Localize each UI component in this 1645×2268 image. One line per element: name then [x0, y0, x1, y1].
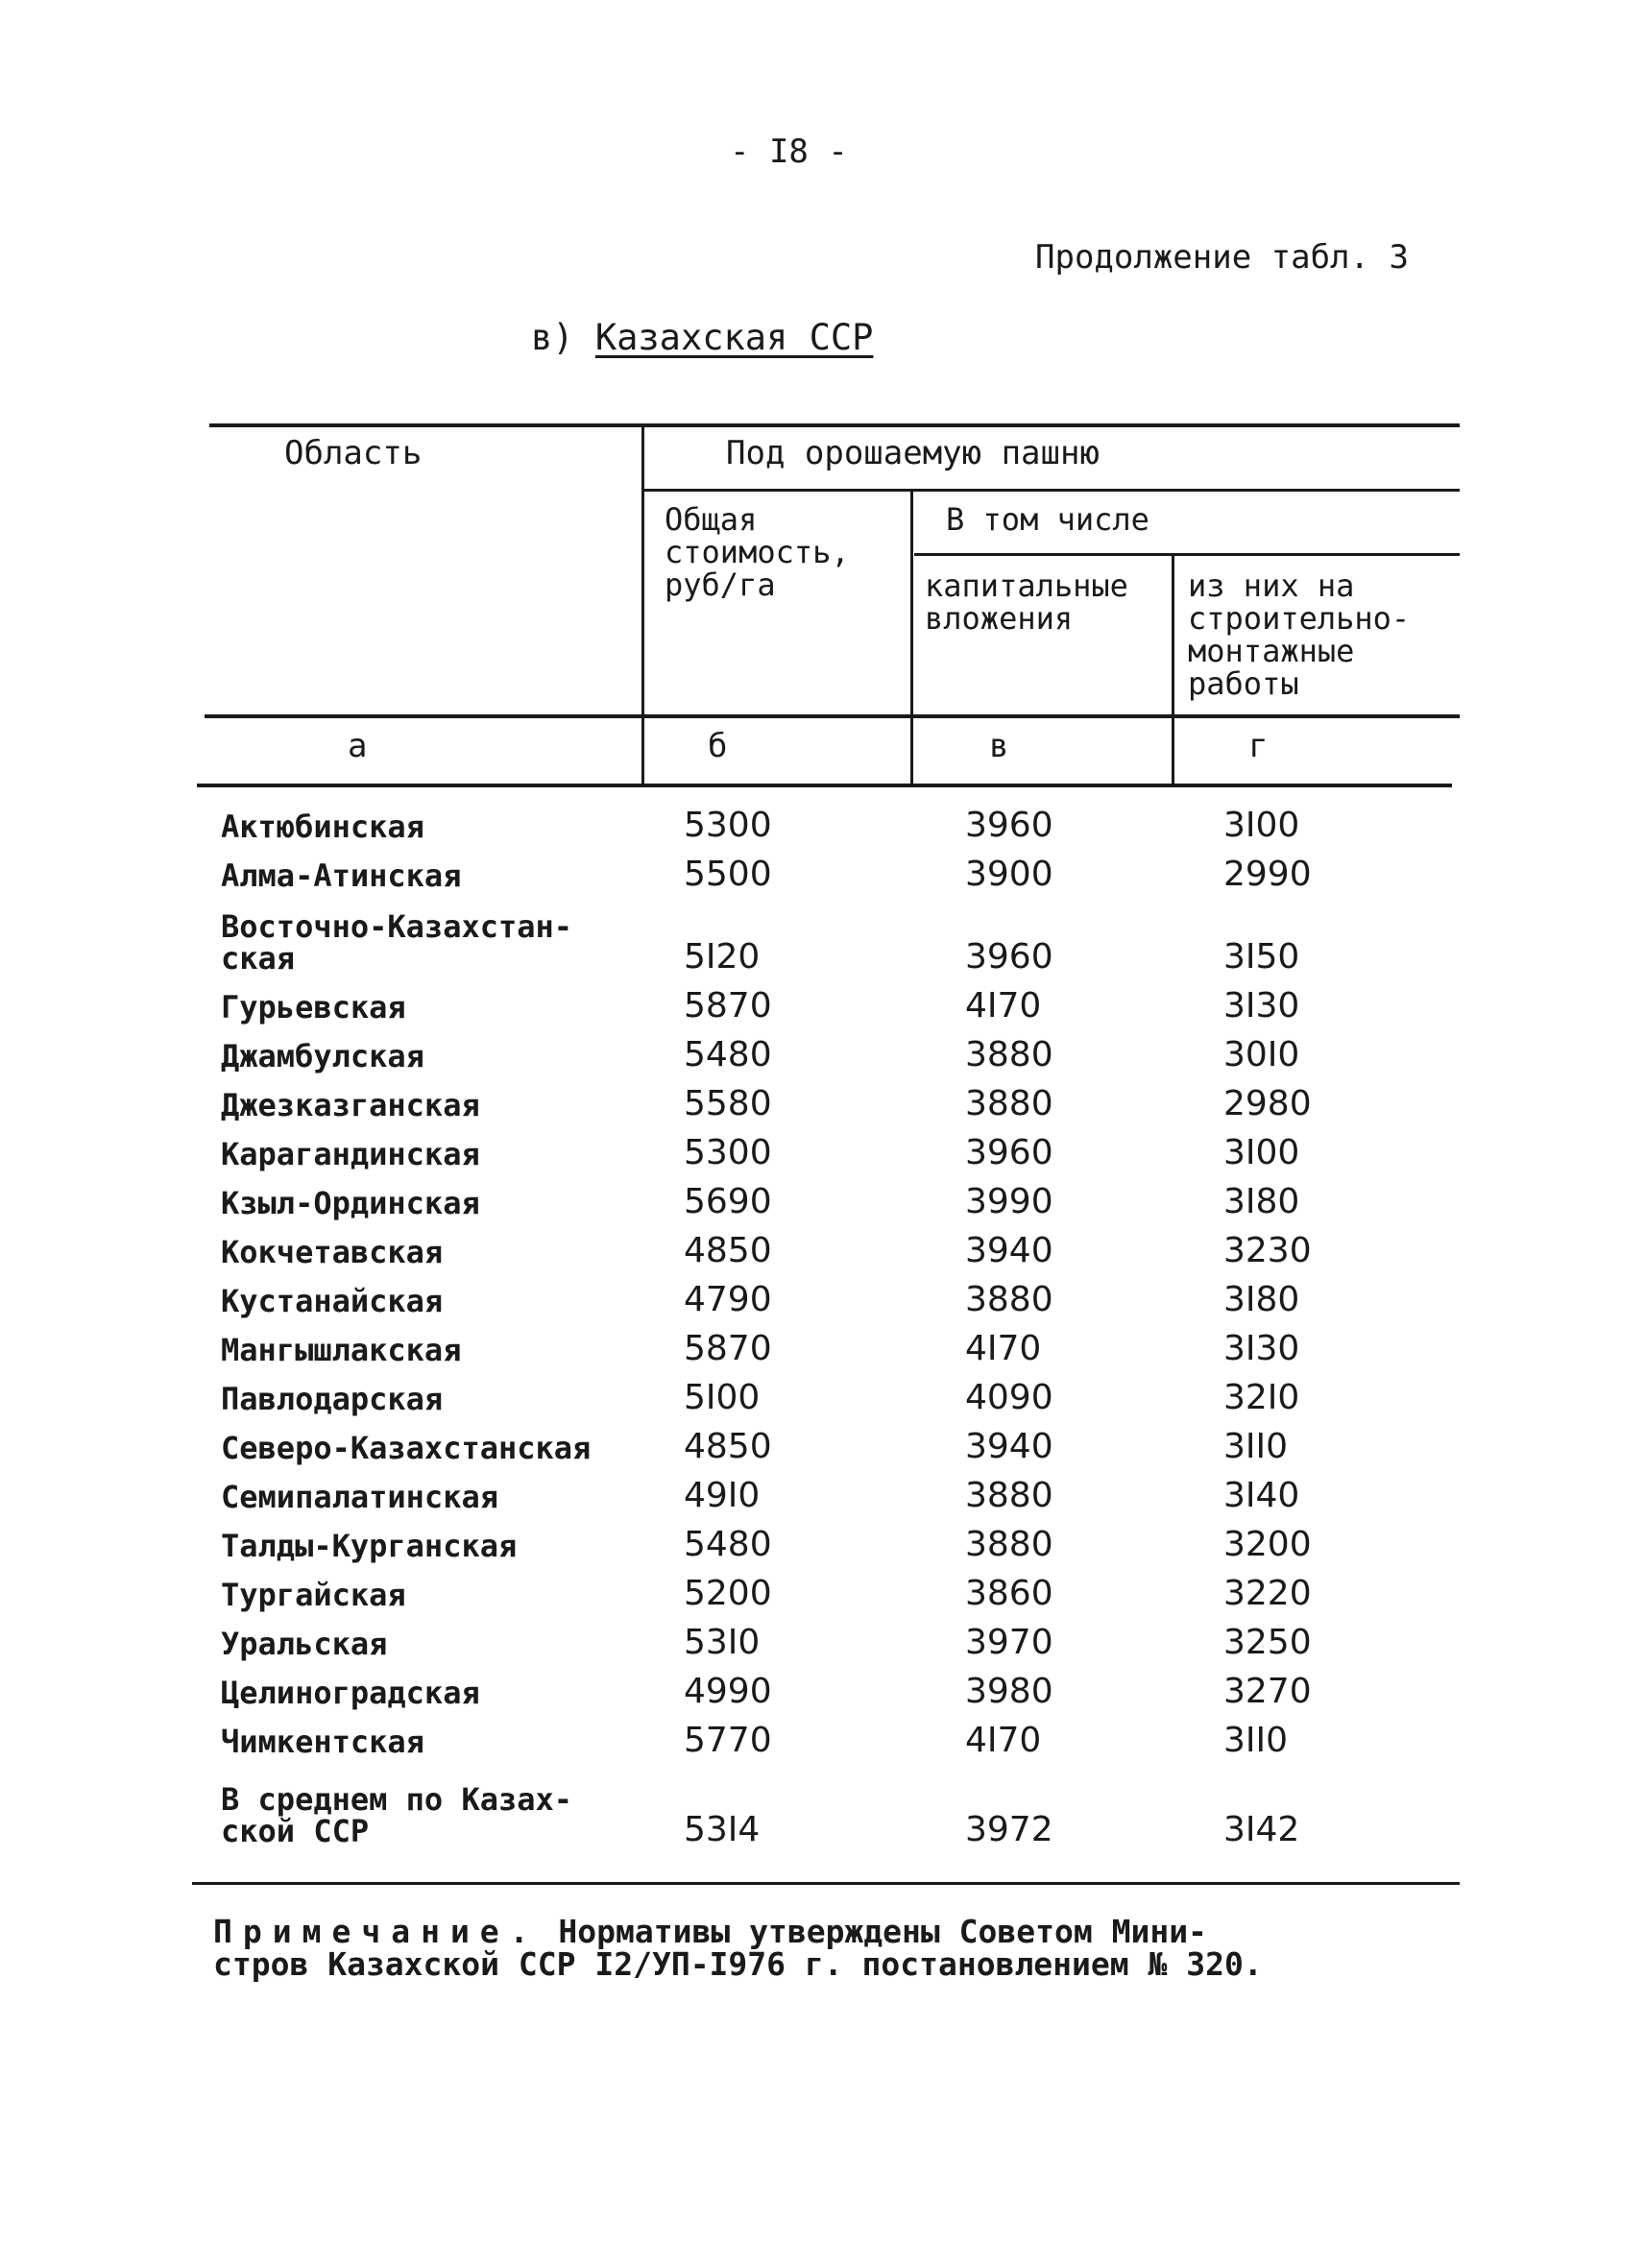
column-divider-1	[641, 424, 644, 784]
total-cost-cell: 4850	[684, 1231, 772, 1270]
header-irrigated-group: Под орошаемую пашню	[726, 434, 1100, 472]
column-label-v: в	[989, 727, 1009, 765]
header-region: Область	[284, 434, 423, 472]
header-bottom-rule	[205, 714, 1460, 718]
note-text-line1: Нормативы утверждены Советом Мини-	[558, 1913, 1207, 1950]
total-cost-cell: 4850	[684, 1427, 772, 1466]
capital-investment-cell: 3960	[965, 1133, 1053, 1172]
capital-investment-cell: 3980	[965, 1672, 1053, 1711]
construction-works-cell: 3200	[1223, 1525, 1312, 1564]
table-continuation-label: Продолжение табл. 3	[1035, 238, 1409, 277]
total-cost-cell: 4790	[684, 1280, 772, 1319]
total-cost-cell: 4990	[684, 1672, 772, 1711]
header-capital: капитальные вложения	[925, 567, 1128, 637]
capital-investment-cell: 3972	[965, 1810, 1053, 1849]
page-number: - I8 -	[730, 133, 848, 171]
region-cell: Алма-Атинская	[221, 857, 462, 894]
region-cell: Карагандинская	[221, 1136, 480, 1172]
capital-investment-cell: 3900	[965, 855, 1053, 894]
total-cost-cell: 5580	[684, 1084, 772, 1123]
total-cost-cell: 5870	[684, 986, 772, 1025]
table-bottom-rule	[192, 1882, 1460, 1885]
header-construction: из них на строительно- монтажные работы	[1188, 567, 1411, 702]
capital-investment-cell: 3860	[965, 1574, 1053, 1613]
total-cost-cell: 49I0	[684, 1476, 761, 1515]
construction-works-cell: 3I40	[1223, 1476, 1300, 1515]
total-cost-cell: 53I0	[684, 1623, 761, 1662]
total-cost-cell: 5200	[684, 1574, 772, 1613]
capital-investment-cell: 3880	[965, 1476, 1053, 1515]
total-cost-cell: 5480	[684, 1035, 772, 1074]
total-cost-cell: 5500	[684, 855, 772, 894]
construction-works-cell: 3I00	[1223, 806, 1300, 845]
region-cell: Северо-Казахстанская	[221, 1430, 592, 1466]
region-cell: В среднем по Казах- ской ССР	[221, 1781, 573, 1849]
construction-works-cell: 2980	[1223, 1084, 1312, 1123]
region-cell: Уральская	[221, 1626, 388, 1662]
region-cell: Кустанайская	[221, 1283, 444, 1319]
region-cell: Джезказганская	[221, 1087, 480, 1123]
construction-works-cell: 3I50	[1223, 937, 1300, 977]
capital-investment-cell: 3940	[965, 1427, 1053, 1466]
region-cell: Семипалатинская	[221, 1479, 498, 1515]
total-cost-cell: 5300	[684, 1133, 772, 1172]
capital-investment-cell: 4I70	[965, 1721, 1042, 1760]
construction-works-cell: 30I0	[1223, 1035, 1300, 1074]
capital-investment-cell: 3880	[965, 1280, 1053, 1319]
construction-works-cell: 3I42	[1223, 1810, 1300, 1849]
total-cost-cell: 5690	[684, 1182, 772, 1221]
section-prefix: в)	[531, 317, 574, 358]
table-top-rule	[209, 423, 1460, 427]
region-cell: Джамбулская	[221, 1038, 424, 1074]
region-cell: Кзыл-Ординская	[221, 1185, 480, 1221]
region-cell: Целиноградская	[221, 1675, 480, 1711]
total-cost-cell: 5I20	[684, 937, 761, 977]
construction-works-cell: 3220	[1223, 1574, 1312, 1613]
total-cost-cell: 5770	[684, 1721, 772, 1760]
header-rule-2	[914, 553, 1460, 556]
note-label: Примечание.	[213, 1913, 540, 1950]
capital-investment-cell: 4090	[965, 1378, 1053, 1417]
construction-works-cell: 3II0	[1223, 1721, 1289, 1760]
table-row	[0, 834, 1645, 892]
construction-works-cell: 3270	[1223, 1672, 1312, 1711]
section-title	[531, 317, 873, 358]
region-cell: Талды-Курганская	[221, 1528, 518, 1564]
construction-works-cell: 3230	[1223, 1231, 1312, 1270]
capital-investment-cell: 3880	[965, 1084, 1053, 1123]
region-cell: Кокчетавская	[221, 1234, 444, 1270]
column-divider-2	[910, 490, 913, 784]
region-cell: Павлодарская	[221, 1381, 444, 1417]
construction-works-cell: 32I0	[1223, 1378, 1300, 1417]
table-row	[0, 1701, 1645, 1758]
section-name: Казахская ССР	[594, 317, 874, 358]
region-cell: Гурьевская	[221, 989, 406, 1025]
column-label-a: а	[348, 727, 368, 765]
footnote	[213, 1913, 1462, 1983]
capital-investment-cell: 3970	[965, 1623, 1053, 1662]
column-label-b: б	[708, 727, 728, 765]
region-cell: Актюбинская	[221, 808, 424, 845]
capital-investment-cell: 3960	[965, 937, 1053, 977]
capital-investment-cell: 4I70	[965, 986, 1042, 1025]
total-cost-cell: 5480	[684, 1525, 772, 1564]
note-text-line2: стров Казахской ССР I2/УП-I976 г. постановлением № 320.	[213, 1945, 1263, 1983]
construction-works-cell: 3250	[1223, 1623, 1312, 1662]
capital-investment-cell: 3990	[965, 1182, 1053, 1221]
region-cell: Восточно-Казахстан- ская	[221, 908, 573, 977]
capital-investment-cell: 4I70	[965, 1329, 1042, 1368]
table-row	[0, 1781, 1645, 1849]
construction-works-cell: 3I80	[1223, 1280, 1300, 1319]
total-cost-cell: 5870	[684, 1329, 772, 1368]
region-cell: Тургайская	[221, 1577, 406, 1613]
total-cost-cell: 53I4	[684, 1810, 761, 1849]
capital-investment-cell: 3880	[965, 1035, 1053, 1074]
region-cell: Чимкентская	[221, 1724, 424, 1760]
capital-investment-cell: 3880	[965, 1525, 1053, 1564]
construction-works-cell: 2990	[1223, 855, 1312, 894]
construction-works-cell: 3II0	[1223, 1427, 1289, 1466]
column-label-g: г	[1248, 727, 1269, 765]
header-including: В том числе	[946, 501, 1149, 538]
capital-investment-cell: 3940	[965, 1231, 1053, 1270]
total-cost-cell: 5300	[684, 806, 772, 845]
construction-works-cell: 3I30	[1223, 986, 1300, 1025]
region-cell: Мангышлакская	[221, 1332, 462, 1368]
header-rule-1	[643, 489, 1460, 492]
header-total-cost: Общая стоимость, руб/га	[665, 501, 850, 603]
construction-works-cell: 3I30	[1223, 1329, 1300, 1368]
construction-works-cell: 3I00	[1223, 1133, 1300, 1172]
total-cost-cell: 5I00	[684, 1378, 761, 1417]
column-divider-3	[1172, 554, 1174, 784]
construction-works-cell: 3I80	[1223, 1182, 1300, 1221]
capital-investment-cell: 3960	[965, 806, 1053, 845]
